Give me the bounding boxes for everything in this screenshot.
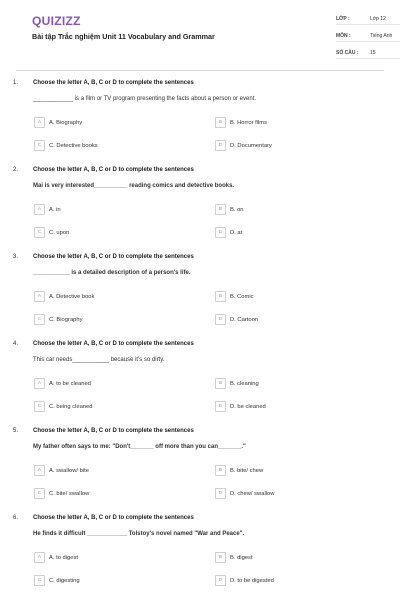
question-2 — [0, 167, 400, 254]
option-text: B. digest — [230, 554, 253, 561]
question-sentence: My father often says to me: "Don't_______ off more than you can_______." — [33, 444, 246, 450]
option-b[interactable] — [215, 291, 254, 302]
option-b[interactable] — [215, 117, 267, 128]
option-letter-box: C — [34, 401, 45, 412]
worksheet-meta — [336, 13, 400, 64]
option-text: A. to digest — [49, 554, 79, 561]
option-text: C. Biography — [49, 316, 83, 323]
option-text: A. swallow/ bite — [49, 467, 89, 474]
worksheet-header — [16, 0, 393, 68]
option-text: B. bite/ chew — [230, 467, 264, 474]
question-instruction: Choose the letter A, B, C or D to complete the sentences — [33, 515, 194, 521]
option-a[interactable] — [34, 117, 82, 128]
question-instruction: Choose the letter A, B, C or D to complete the sentences — [33, 341, 194, 347]
header-divider — [16, 70, 384, 71]
question-number: 1. — [13, 80, 19, 86]
meta-row-subject — [336, 30, 400, 42]
question-instruction: Choose the letter A, B, C or D to complete the sentences — [33, 254, 194, 260]
meta-label: LỚP : — [336, 15, 350, 22]
meta-value: Lớp 12 — [370, 15, 386, 22]
option-d[interactable] — [215, 401, 266, 412]
option-letter-box: A — [34, 465, 45, 476]
option-c[interactable] — [34, 401, 93, 412]
option-text: C. bite/ swallow — [49, 490, 90, 497]
option-text: B. cleaning — [230, 380, 259, 387]
question-sentence: ___________ is a detailed description of a person's life. — [33, 270, 191, 276]
question-4 — [0, 341, 400, 428]
option-a[interactable] — [34, 291, 94, 302]
quizizz-logo: QUIZIZZ — [32, 14, 81, 28]
option-letter-box: B — [215, 552, 226, 563]
question-5 — [0, 428, 400, 515]
option-text: D. Cartoon — [230, 316, 259, 323]
option-letter-box: C — [34, 227, 45, 238]
option-text: B. on — [230, 206, 244, 213]
question-sentence: He finds it difficult ____________ Tolstoy's novel named "War and Peace". — [33, 531, 245, 537]
worksheet-title: Bài tập Trắc nghiệm Unit 11 Vocabulary and Grammar — [32, 32, 215, 41]
option-letter-box: A — [34, 117, 45, 128]
option-c[interactable] — [34, 227, 69, 238]
question-number: 6. — [13, 515, 19, 521]
option-letter-box: B — [215, 204, 226, 215]
option-text: C. Detective books — [49, 142, 98, 149]
option-a[interactable] — [34, 204, 61, 215]
question-instruction: Choose the letter A, B, C or D to complete the sentences — [33, 80, 194, 86]
option-letter-box: C — [34, 575, 45, 586]
option-letter-box: B — [215, 378, 226, 389]
question-number: 2. — [13, 167, 19, 173]
option-c[interactable] — [34, 575, 80, 586]
question-instruction: Choose the letter A, B, C or D to complete the sentences — [33, 167, 194, 173]
option-letter-box: B — [215, 465, 226, 476]
option-letter-box: B — [215, 117, 226, 128]
option-letter-box: D — [215, 575, 226, 586]
option-letter-box: D — [215, 227, 226, 238]
option-b[interactable] — [215, 552, 253, 563]
option-d[interactable] — [215, 140, 272, 151]
option-letter-box: C — [34, 140, 45, 151]
option-letter-box: A — [34, 378, 45, 389]
option-letter-box: B — [215, 291, 226, 302]
question-list — [0, 80, 400, 602]
option-b[interactable] — [215, 465, 263, 476]
option-text: D. Documentary — [230, 142, 272, 149]
option-c[interactable] — [34, 488, 89, 499]
option-text: A. in — [49, 206, 61, 213]
question-sentence: ____________ is a film or TV program presenting the facts about a person or event. — [33, 96, 257, 102]
option-a[interactable] — [34, 378, 91, 389]
question-sentence: Mai is very interested__________ reading comics and detective books. — [33, 183, 235, 189]
option-text: C. being cleaned — [49, 403, 93, 410]
question-number: 4. — [13, 341, 19, 347]
meta-label: MÔN : — [336, 32, 351, 39]
option-d[interactable] — [215, 575, 274, 586]
meta-row-question-count — [336, 47, 400, 59]
option-letter-box: D — [215, 140, 226, 151]
question-number: 3. — [13, 254, 19, 260]
option-d[interactable] — [215, 227, 242, 238]
option-letter-box: D — [215, 401, 226, 412]
option-letter-box: D — [215, 488, 226, 499]
question-1 — [0, 80, 400, 167]
option-d[interactable] — [215, 314, 258, 325]
option-b[interactable] — [215, 378, 259, 389]
option-c[interactable] — [34, 140, 98, 151]
option-text: A. to be cleaned — [49, 380, 91, 387]
meta-value: 15 — [370, 49, 376, 56]
option-letter-box: A — [34, 552, 45, 563]
question-number: 5. — [13, 428, 19, 434]
option-letter-box: C — [34, 488, 45, 499]
question-6 — [0, 515, 400, 602]
option-text: C. digesting — [49, 577, 80, 584]
meta-value: Tiếng Anh — [370, 32, 393, 39]
question-instruction: Choose the letter A, B, C or D to complete the sentences — [33, 428, 194, 434]
option-text: D. be cleaned — [230, 403, 266, 410]
meta-row-class — [336, 13, 400, 25]
option-text: C. upon — [49, 229, 70, 236]
option-text: D. to be digested — [230, 577, 274, 584]
meta-label: SỐ CÂU : — [336, 49, 359, 56]
option-letter-box: A — [34, 291, 45, 302]
option-d[interactable] — [215, 488, 274, 499]
option-letter-box: A — [34, 204, 45, 215]
option-text: D. at — [230, 229, 243, 236]
option-b[interactable] — [215, 204, 244, 215]
option-text: D. chew/ swallow — [230, 490, 275, 497]
option-letter-box: D — [215, 314, 226, 325]
option-a[interactable] — [34, 465, 89, 476]
option-text: A. Biography — [49, 119, 83, 126]
question-sentence: This car needs___________ because it's so dirty. — [33, 357, 165, 363]
option-letter-box: C — [34, 314, 45, 325]
option-text: B. Horror films — [230, 119, 268, 126]
option-text: A. Detective book — [49, 293, 95, 300]
question-3 — [0, 254, 400, 341]
option-c[interactable] — [34, 314, 83, 325]
option-a[interactable] — [34, 552, 78, 563]
option-text: B. Comic — [230, 293, 254, 300]
